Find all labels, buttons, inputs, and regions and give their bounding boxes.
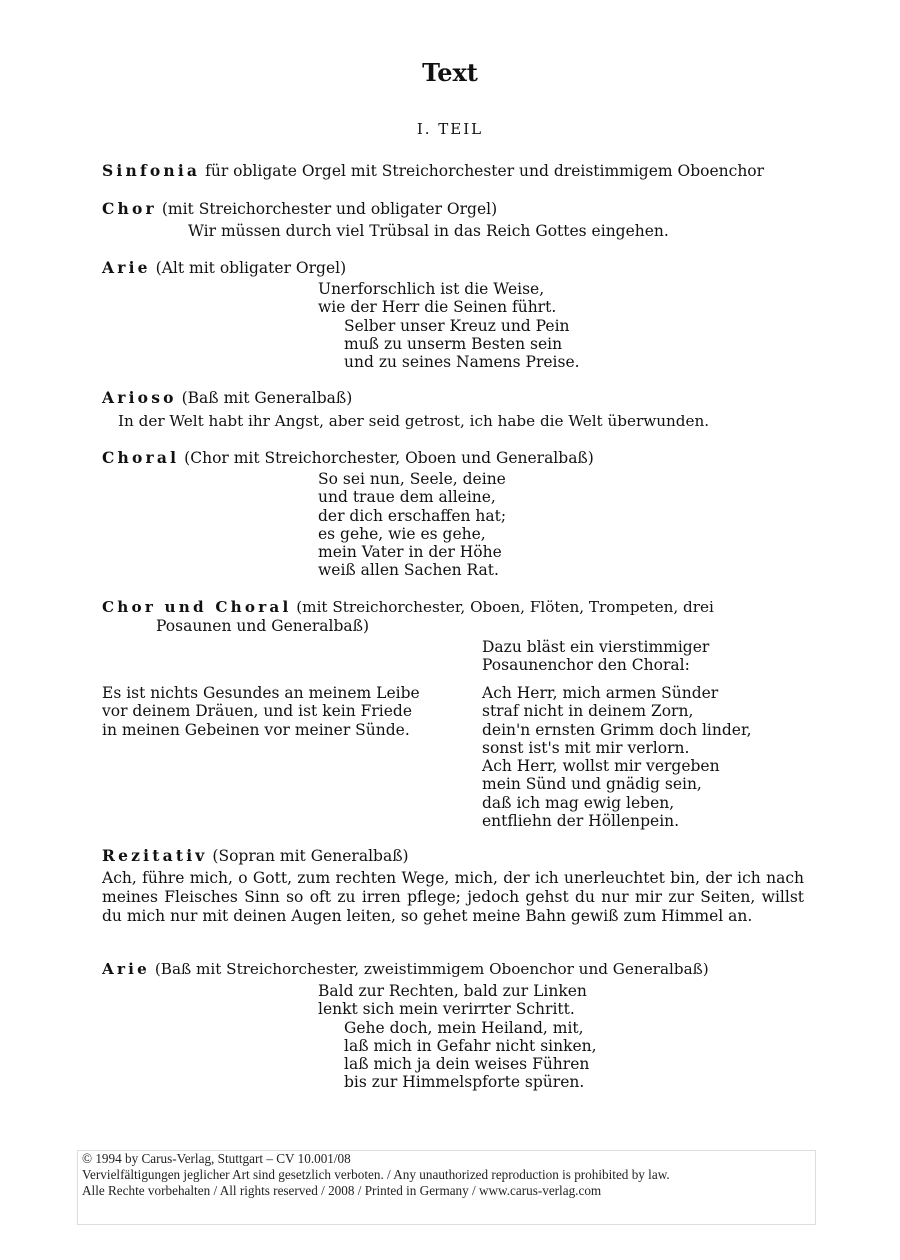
sinfonia-heading [102, 162, 764, 180]
choral-heading [102, 449, 594, 467]
reproduction-notice: Vervielfältigungen jeglicher Art sind gesetzlich verboten. / Any unauthorized reproduction is prohibited by law. [82, 1167, 670, 1182]
chor-heading [102, 200, 497, 218]
lyric-line: laß mich in Gefahr nicht sinken, [344, 1036, 597, 1055]
choral-verse-lyrics [482, 684, 752, 830]
note-line: Posaunenchor den Choral: [482, 656, 690, 675]
movement-scoring: (mit Streichorchester, Oboen, Flöten, Trompeten, drei [291, 598, 714, 616]
chor-und-choral-scoring-cont: Posaunen und Generalbaß) [156, 617, 370, 635]
lyric-line: mein Vater in der Höhe [318, 543, 502, 562]
arioso-heading [102, 389, 352, 407]
movement-scoring: (Baß mit Streichorchester, zweistimmigem Oboenchor und Generalbaß) [150, 960, 709, 978]
lyric-line: Bald zur Rechten, bald zur Linken [318, 982, 587, 1000]
lyric-line: straf nicht in deinem Zorn, [482, 702, 694, 721]
lyric-line: So sei nun, Seele, deine [318, 470, 506, 488]
lyric-line: Ach Herr, mich armen Sünder [482, 684, 719, 702]
movement-scoring: (Chor mit Streichorchester, Oboen und Generalbaß) [179, 449, 594, 467]
movement-scoring: (mit Streichorchester und obligater Orgel) [156, 200, 498, 218]
arie-heading [102, 960, 709, 978]
lyric-line: lenkt sich mein verirrter Schritt. [318, 1000, 575, 1019]
page-title: Text [422, 58, 478, 87]
movement-name: Choral [102, 448, 180, 467]
lyric-line: weiß allen Sachen Rat. [318, 561, 499, 580]
arioso-text: In der Welt habt ihr Angst, aber seid getrost, ich habe die Welt überwunden. [118, 412, 710, 430]
movement-name: Arie [102, 258, 151, 277]
arie-lyrics [318, 982, 597, 1092]
lyric-line: mein Sünd und gnädig sein, [482, 775, 702, 794]
lyric-line: laß mich ja dein weises Führen [344, 1055, 590, 1074]
lyric-line: dein'n ernsten Grimm doch linder, [482, 720, 752, 739]
lyric-line: entfliehn der Höllenpein. [482, 812, 680, 831]
movement-name: Arioso [102, 388, 177, 407]
choral-lyrics [318, 470, 506, 580]
movement-name: Chor [102, 199, 157, 218]
movement-name: Chor und Choral [102, 598, 292, 616]
part-heading: I. TEIL [416, 120, 484, 138]
lyric-line: Unerforschlich ist die Weise, [318, 280, 545, 298]
movement-scoring: für obligate Orgel mit Streichorchester und dreistimmigem Oboenchor [200, 162, 765, 180]
lyric-line: und traue dem alleine, [318, 488, 496, 507]
rezitativ-text: Ach, führe mich, o Gott, zum rechten Wege, mich, der ich unerleuchtet bin, der ich nach meines Fleisches Sinn so oft zu irren pflege; jedoch gehst du nur mir zur Seiten, willst du mich nur mit deinen Augen leiten, so gehet meine Bahn gewiß zum Himmel an. [102, 869, 804, 925]
rights-line: Alle Rechte vorbehalten / All rights reserved / 2008 / Printed in Germany / www.carus-verlag.com [82, 1183, 602, 1198]
lyric-line: Gehe doch, mein Heiland, mit, [344, 1018, 584, 1037]
lyric-line: muß zu unserm Besten sein [344, 334, 563, 353]
movement-name: Rezitativ [102, 846, 208, 865]
movement-scoring: (Alt mit obligater Orgel) [150, 259, 347, 277]
movement-scoring: (Sopran mit Generalbaß) [207, 847, 409, 865]
lyric-line: Selber unser Kreuz und Pein [344, 316, 570, 335]
lyric-line: vor deinem Dräuen, und ist kein Friede [102, 702, 413, 721]
lyric-line: es gehe, wie es gehe, [318, 524, 486, 543]
trombone-note [482, 638, 709, 675]
lyric-line: Es ist nichts Gesundes an meinem Leibe [102, 684, 420, 702]
arie-lyrics [318, 280, 580, 371]
note-line: Dazu bläst ein vierstimmiger [482, 638, 710, 656]
chor-text: Wir müssen durch viel Trübsal in das Reich Gottes eingehen. [188, 222, 669, 240]
chor-lyrics [102, 684, 420, 739]
lyric-line: daß ich mag ewig leben, [482, 793, 675, 812]
arie-heading [102, 259, 346, 277]
lyric-line: Ach Herr, wollst mir vergeben [482, 757, 720, 776]
lyric-line: in meinen Gebeinen vor meiner Sünde. [102, 720, 410, 739]
lyric-line: bis zur Himmelspforte spüren. [344, 1073, 585, 1092]
movement-name: Arie [102, 960, 151, 978]
lyric-line: wie der Herr die Seinen führt. [318, 298, 557, 317]
copyright-line: © 1994 by Carus-Verlag, Stuttgart – CV 10.001/08 [82, 1151, 351, 1166]
copyright-footer [77, 1150, 816, 1225]
lyric-line: sonst ist's mit mir verlorn. [482, 738, 690, 757]
chor-und-choral-heading [102, 598, 714, 616]
rezitativ-heading [102, 847, 409, 865]
lyric-line: und zu seines Namens Preise. [344, 353, 580, 372]
movement-name: Sinfonia [102, 161, 201, 180]
lyric-line: der dich erschaffen hat; [318, 506, 507, 525]
movement-scoring: (Baß mit Generalbaß) [176, 389, 353, 407]
